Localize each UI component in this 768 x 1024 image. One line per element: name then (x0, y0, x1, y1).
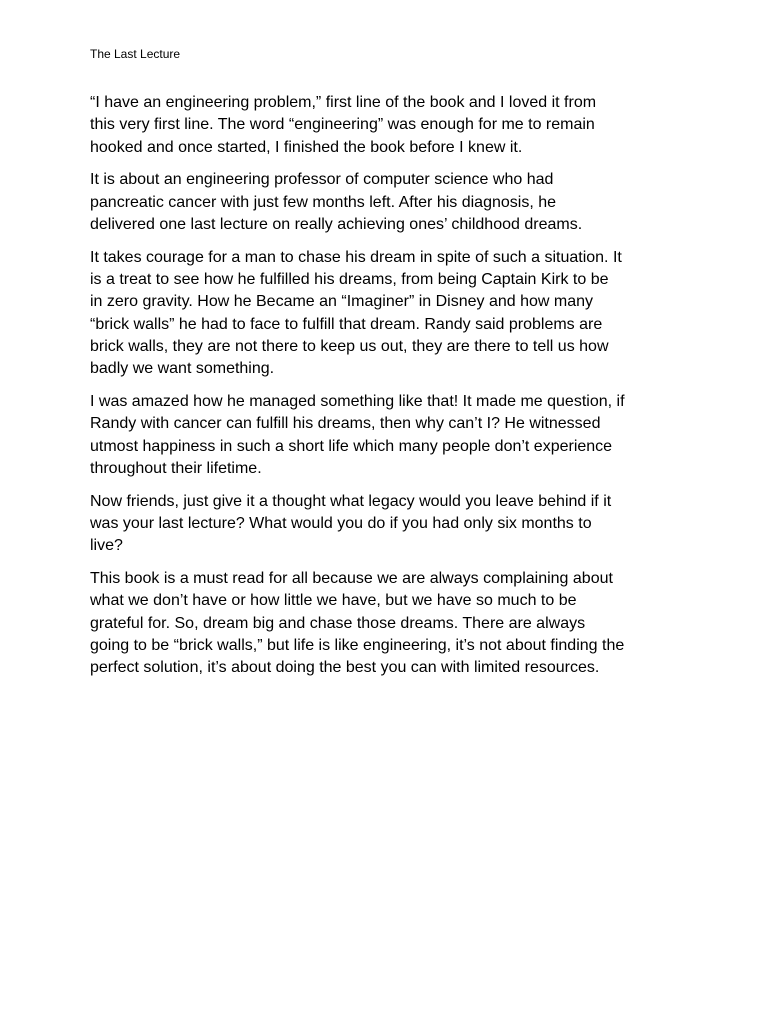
text-line: This book is a must read for all because we are always complaining about (90, 570, 613, 588)
paragraph-5 (90, 491, 690, 558)
text-line: live? (90, 537, 123, 555)
text-line: what we don’t have or how little we have, but we have so much to be (90, 592, 577, 610)
text-line: this very first line. The word “engineering” was enough for me to remain (90, 116, 595, 134)
text-line: badly we want something. (90, 360, 275, 378)
text-line: Now friends, just give it a thought what legacy would you leave behind if it (90, 492, 612, 510)
text-line: “I have an engineering problem,” first line of the book and I loved it from (90, 94, 597, 111)
text-line: delivered one last lecture on really achieving ones’ childhood dreams. (90, 215, 583, 233)
text-line: It takes courage for a man to chase his dream in spite of such a situation. It (90, 248, 622, 266)
text-line: going to be “brick walls,” but life is like engineering, it’s not about finding the (90, 637, 625, 655)
paragraph-3 (90, 247, 690, 381)
paragraph-4 (90, 391, 690, 480)
text-line: throughout their lifetime. (90, 459, 262, 477)
text-line: was your last lecture? What would you do if you had only six months to (90, 515, 592, 533)
text-line: hooked and once started, I finished the book before I knew it. (90, 138, 523, 156)
text-line: in zero gravity. How he Became an “Imaginer” in Disney and how many (90, 293, 594, 311)
page-header-title: The Last Lecture (90, 47, 181, 61)
paragraph-6 (90, 568, 690, 679)
text-line: I was amazed how he managed something like that! It made me question, if (90, 393, 625, 411)
text-line: grateful for. So, dream big and chase those dreams. There are always (90, 614, 586, 632)
document-body (90, 92, 690, 690)
text-line: pancreatic cancer with just few months left. After his diagnosis, he (90, 193, 557, 211)
text-line: perfect solution, it’s about doing the best you can with limited resources. (90, 659, 600, 677)
paragraph-2 (90, 169, 690, 236)
paragraph-1 (90, 92, 690, 159)
text-line: utmost happiness in such a short life which many people don’t experience (90, 437, 613, 455)
text-line: brick walls, they are not there to keep us out, they are there to tell us how (90, 337, 609, 355)
text-line: is a treat to see how he fulfilled his dreams, from being Captain Kirk to be (90, 271, 609, 289)
text-line: “brick walls” he had to face to fulfill that dream. Randy said problems are (90, 315, 603, 333)
text-line: Randy with cancer can fulfill his dreams, then why can’t I? He witnessed (90, 415, 601, 433)
text-line: It is about an engineering professor of computer science who had (90, 171, 554, 189)
